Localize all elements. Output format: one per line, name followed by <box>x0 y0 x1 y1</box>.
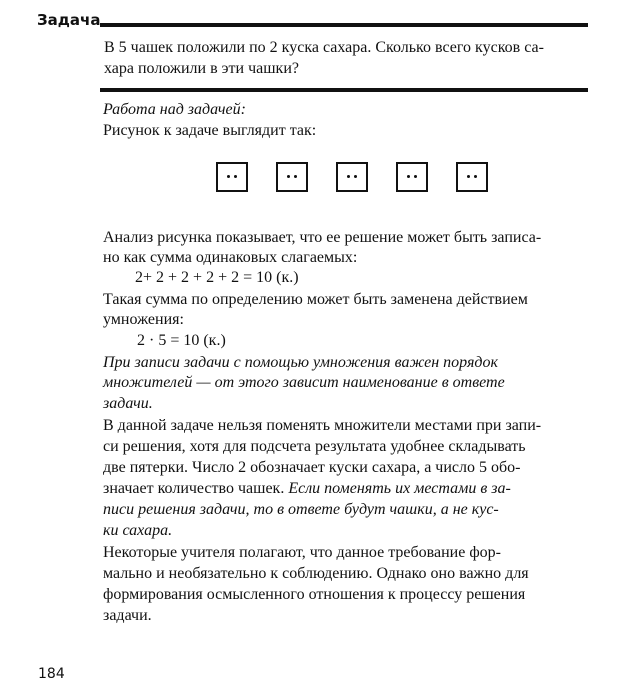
cup-box <box>336 162 368 192</box>
sugar-piece <box>407 175 410 178</box>
sugar-piece <box>227 175 230 178</box>
explanation-line-4-italic: Если поменять их местами в за- <box>288 480 511 497</box>
explanation-line-4-plain: значает количество чашек. <box>103 480 289 497</box>
rule-note-line-1: При записи задачи с помощью умножения важен порядок <box>103 354 498 371</box>
teachers-line-4: задачи. <box>103 607 152 624</box>
cup-box <box>276 162 308 192</box>
drawing-intro: Рисунок к задаче выглядит так: <box>103 122 317 139</box>
work-heading: Работа над задачей: <box>103 101 246 118</box>
explanation-line-5: писи решения задачи, то в ответе будут чашки, а не кус- <box>103 501 499 518</box>
cup-box <box>396 162 428 192</box>
rule-note-line-3: задачи. <box>103 395 153 412</box>
sugar-piece <box>294 175 297 178</box>
sugar-piece <box>474 175 477 178</box>
sum-expression: 2+ 2 + 2 + 2 + 2 = 10 (к.) <box>135 269 299 286</box>
problem-rule <box>100 88 588 92</box>
analysis-line-2: но как сумма одинаковых слагаемых: <box>103 249 358 266</box>
sugar-piece <box>287 175 290 178</box>
rule-note-line-2: множителей — от этого зависит наименование в ответе <box>103 374 505 391</box>
sugar-piece <box>234 175 237 178</box>
sugar-piece <box>347 175 350 178</box>
product-expression: 2 · 5 = 10 (к.) <box>137 332 226 349</box>
explanation-line-3: две пятерки. Число 2 обозначает куски сахара, а число 5 обо- <box>103 459 521 476</box>
explanation-line-1: В данной задаче нельзя поменять множители местами при запи- <box>103 417 542 434</box>
explanation-line-4 <box>103 479 511 500</box>
problem-line-1: В 5 чашек положили по 2 куска сахара. Сколько всего кусков са- <box>104 39 544 56</box>
header-rule <box>100 23 588 27</box>
sugar-piece <box>354 175 357 178</box>
teachers-line-1: Некоторые учителя полагают, что данное требование фор- <box>103 544 502 561</box>
teachers-line-2: мально и необязательно к соблюдению. Однако оно важно для <box>103 565 529 582</box>
cup-box <box>216 162 248 192</box>
teachers-line-3: формирования осмысленного отношения к процессу решения <box>103 586 526 603</box>
problem-line-2: хара положили в эти чашки? <box>104 60 299 77</box>
section-label: Задача <box>37 11 101 29</box>
cup-box <box>456 162 488 192</box>
replace-line-2: умножения: <box>103 311 184 328</box>
analysis-line-1: Анализ рисунка показывает, что ее решение может быть записа- <box>103 229 542 246</box>
sugar-piece <box>414 175 417 178</box>
page-number: 184 <box>38 666 65 682</box>
explanation-line-2: си решения, хотя для подсчета результата удобнее складывать <box>103 438 526 455</box>
replace-line-1: Такая сумма по определению может быть заменена действием <box>103 291 528 308</box>
sugar-piece <box>467 175 470 178</box>
explanation-line-6: ки сахара. <box>103 522 173 539</box>
